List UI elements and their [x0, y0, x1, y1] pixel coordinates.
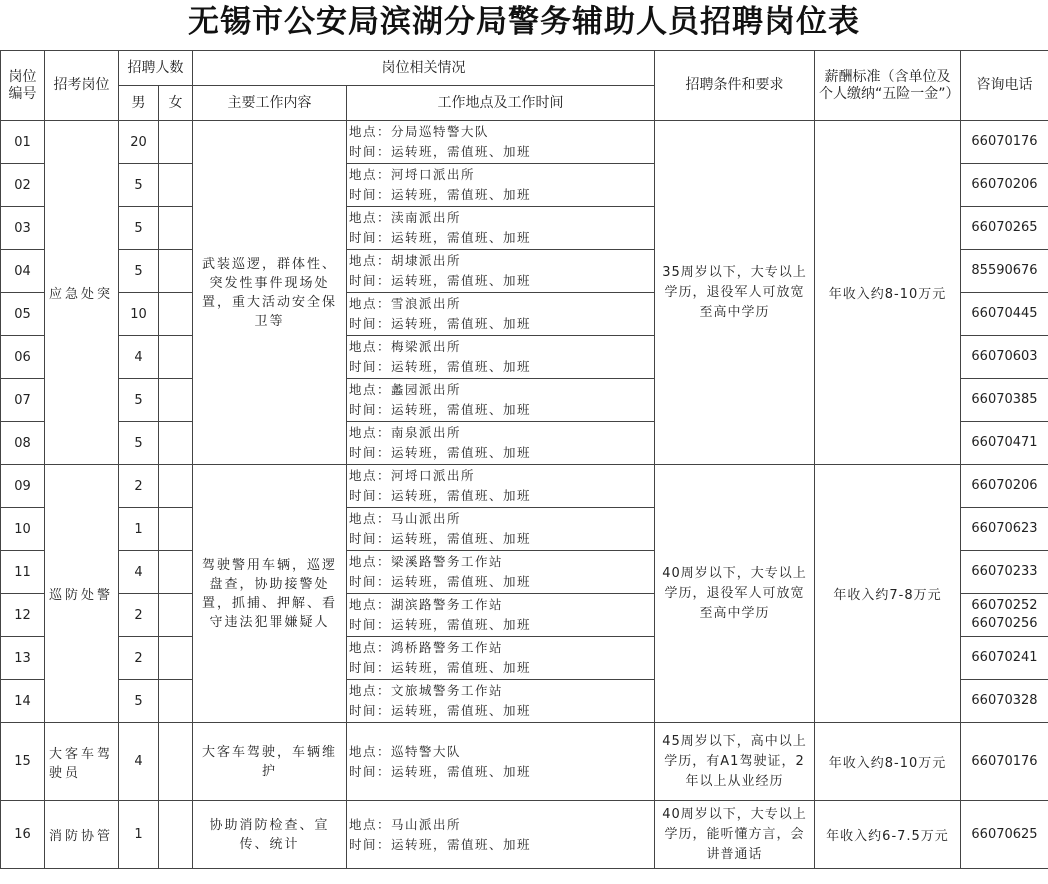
work-content: 武装巡逻，群体性、突发性事件现场处置，重大活动安全保卫等 [193, 121, 347, 465]
time-text: 时间：运转班，需值班、加班 [349, 488, 532, 503]
requirements: 35周岁以下，大专以上学历，退役军人可放宽至高中学历 [655, 121, 815, 465]
row-no: 11 [1, 551, 45, 594]
time-text: 时间：运转班，需值班、加班 [349, 617, 532, 632]
phone-cell [961, 164, 1048, 207]
work-content: 驾驶警用车辆，巡逻盘查，协助接警处置，抓捕、押解、看守违法犯罪嫌疑人 [193, 465, 347, 723]
female-count [159, 293, 193, 336]
phone-cell [961, 336, 1048, 379]
time-text: 时间：运转班，需值班、加班 [349, 316, 532, 331]
header-location: 工作地点及工作时间 [347, 86, 655, 121]
phone-cell [961, 508, 1048, 551]
time-text: 时间：运转班，需值班、加班 [349, 660, 532, 675]
header-count: 招聘人数 [119, 51, 193, 86]
time-text: 时间：运转班，需值班、加班 [349, 836, 532, 852]
phone-number: 66070328 [971, 693, 1038, 708]
phone-cell [961, 121, 1048, 164]
phone-number: 66070445 [971, 306, 1038, 321]
phone-number: 66070265 [971, 220, 1038, 235]
female-count [159, 422, 193, 465]
location-text: 地点：马山派出所 [349, 816, 462, 832]
male-count: 5 [119, 680, 159, 723]
phone-cell [961, 594, 1048, 637]
location-text: 地点：雪浪派出所 [349, 296, 462, 311]
location-text: 地点：渎南派出所 [349, 210, 462, 225]
post-name: 消防协管 [45, 801, 119, 869]
location-cell [347, 637, 655, 680]
header-phone: 咨询电话 [961, 51, 1048, 121]
time-text: 时间：运转班，需值班、加班 [349, 531, 532, 546]
row-no: 07 [1, 379, 45, 422]
row-no: 08 [1, 422, 45, 465]
location-text: 地点：巡特警大队 [349, 743, 462, 759]
location-text: 地点：梁溪路警务工作站 [349, 554, 504, 569]
phone-cell [961, 207, 1048, 250]
phone-number: 66070206 [971, 177, 1038, 192]
row-no: 01 [1, 121, 45, 164]
female-count [159, 508, 193, 551]
location-cell [347, 336, 655, 379]
table-row [1, 801, 1048, 869]
header-no: 岗位编号 [1, 51, 45, 121]
female-count [159, 250, 193, 293]
row-no: 16 [1, 801, 45, 869]
location-cell [347, 465, 655, 508]
male-count: 4 [119, 336, 159, 379]
male-count: 2 [119, 594, 159, 637]
header-info: 岗位相关情况 [193, 51, 655, 86]
location-cell [347, 379, 655, 422]
row-no: 12 [1, 594, 45, 637]
post-name: 大客车驾驶员 [45, 723, 119, 801]
phone-cell [961, 379, 1048, 422]
time-text: 时间：运转班，需值班、加班 [349, 574, 532, 589]
female-count [159, 207, 193, 250]
male-count: 20 [119, 121, 159, 164]
phone-number: 66070603 [971, 349, 1038, 364]
location-text: 地点：蠡园派出所 [349, 382, 462, 397]
female-count [159, 336, 193, 379]
location-cell [347, 723, 655, 801]
post-name: 应急处突 [45, 121, 119, 465]
phone-number: 66070176 [961, 723, 1048, 801]
phone-number: 66070471 [971, 435, 1038, 450]
time-text: 时间：运转班，需值班、加班 [349, 230, 532, 245]
requirements: 45周岁以下，高中以上学历，有A1驾驶证，2年以上从业经历 [655, 723, 815, 801]
header-work: 主要工作内容 [193, 86, 347, 121]
location-text: 地点：鸿桥路警务工作站 [349, 640, 504, 655]
time-text: 时间：运转班，需值班、加班 [349, 273, 532, 288]
phone-number: 66070256 [971, 616, 1038, 631]
phone-number: 66070252 [971, 598, 1038, 613]
location-cell [347, 164, 655, 207]
phone-number: 66070241 [971, 650, 1038, 665]
header-requirements: 招聘条件和要求 [655, 51, 815, 121]
phone-number: 66070233 [971, 564, 1038, 579]
location-text: 地点：河埒口派出所 [349, 468, 476, 483]
row-no: 03 [1, 207, 45, 250]
requirements: 40周岁以下，大专以上学历，能听懂方言，会讲普通话 [655, 801, 815, 869]
table-row [1, 121, 1048, 164]
row-no: 13 [1, 637, 45, 680]
male-count: 5 [119, 422, 159, 465]
male-count: 4 [119, 723, 159, 801]
work-content: 协助消防检查、宣传、统计 [193, 801, 347, 869]
phone-cell [961, 551, 1048, 594]
phone-number: 66070623 [971, 521, 1038, 536]
header-post: 招考岗位 [45, 51, 119, 121]
phone-number: 66070206 [971, 478, 1038, 493]
male-count: 4 [119, 551, 159, 594]
location-text: 地点：湖滨路警务工作站 [349, 597, 504, 612]
salary: 年收入约7-8万元 [815, 465, 961, 723]
location-cell [347, 551, 655, 594]
phone-number: 66070176 [971, 134, 1038, 149]
salary: 年收入约6-7.5万元 [815, 801, 961, 869]
male-count: 2 [119, 465, 159, 508]
time-text: 时间：运转班，需值班、加班 [349, 445, 532, 460]
location-text: 地点：马山派出所 [349, 511, 462, 526]
male-count: 10 [119, 293, 159, 336]
time-text: 时间：运转班，需值班、加班 [349, 144, 532, 159]
location-text: 地点：分局巡特警大队 [349, 124, 490, 139]
male-count: 5 [119, 164, 159, 207]
female-count [159, 801, 193, 869]
row-no: 05 [1, 293, 45, 336]
female-count [159, 637, 193, 680]
row-no: 15 [1, 723, 45, 801]
male-count: 5 [119, 379, 159, 422]
female-count [159, 164, 193, 207]
female-count [159, 379, 193, 422]
time-text: 时间：运转班，需值班、加班 [349, 359, 532, 374]
location-text: 地点：胡埭派出所 [349, 253, 462, 268]
phone-cell [961, 293, 1048, 336]
location-cell [347, 680, 655, 723]
phone-number: 66070625 [961, 801, 1048, 869]
location-text: 地点：南泉派出所 [349, 425, 462, 440]
location-cell [347, 293, 655, 336]
row-no: 04 [1, 250, 45, 293]
female-count [159, 723, 193, 801]
location-cell [347, 801, 655, 869]
work-content: 大客车驾驶，车辆维护 [193, 723, 347, 801]
header-male: 男 [119, 86, 159, 121]
row-no: 09 [1, 465, 45, 508]
phone-cell [961, 680, 1048, 723]
salary: 年收入约8-10万元 [815, 723, 961, 801]
location-cell [347, 594, 655, 637]
time-text: 时间：运转班，需值班、加班 [349, 402, 532, 417]
female-count [159, 465, 193, 508]
row-no: 10 [1, 508, 45, 551]
phone-cell [961, 250, 1048, 293]
male-count: 1 [119, 801, 159, 869]
table-row [1, 465, 1048, 508]
male-count: 5 [119, 207, 159, 250]
table-row [1, 723, 1048, 801]
female-count [159, 551, 193, 594]
phone-number: 66070385 [971, 392, 1038, 407]
row-no: 14 [1, 680, 45, 723]
phone-cell [961, 422, 1048, 465]
female-count [159, 680, 193, 723]
time-text: 时间：运转班，需值班、加班 [349, 703, 532, 718]
time-text: 时间：运转班，需值班、加班 [349, 187, 532, 202]
requirements: 40周岁以下，大专以上学历，退役军人可放宽至高中学历 [655, 465, 815, 723]
location-text: 地点：文旅城警务工作站 [349, 683, 504, 698]
salary: 年收入约8-10万元 [815, 121, 961, 465]
male-count: 1 [119, 508, 159, 551]
location-text: 地点：梅梁派出所 [349, 339, 462, 354]
page-title: 无锡市公安局滨湖分局警务辅助人员招聘岗位表 [188, 4, 860, 40]
location-cell [347, 121, 655, 164]
location-cell [347, 207, 655, 250]
location-text: 地点：河埒口派出所 [349, 167, 476, 182]
female-count [159, 121, 193, 164]
male-count: 5 [119, 250, 159, 293]
header-salary: 薪酬标准（含单位及个人缴纳“五险一金”） [815, 51, 961, 121]
location-cell [347, 508, 655, 551]
male-count: 2 [119, 637, 159, 680]
time-text: 时间：运转班，需值班、加班 [349, 763, 532, 779]
phone-cell [961, 465, 1048, 508]
location-cell [347, 422, 655, 465]
female-count [159, 594, 193, 637]
location-cell [347, 250, 655, 293]
recruitment-table [0, 50, 1048, 869]
header-female: 女 [159, 86, 193, 121]
row-no: 06 [1, 336, 45, 379]
post-name: 巡防处警 [45, 465, 119, 723]
row-no: 02 [1, 164, 45, 207]
phone-cell [961, 637, 1048, 680]
phone-number: 85590676 [971, 263, 1038, 278]
